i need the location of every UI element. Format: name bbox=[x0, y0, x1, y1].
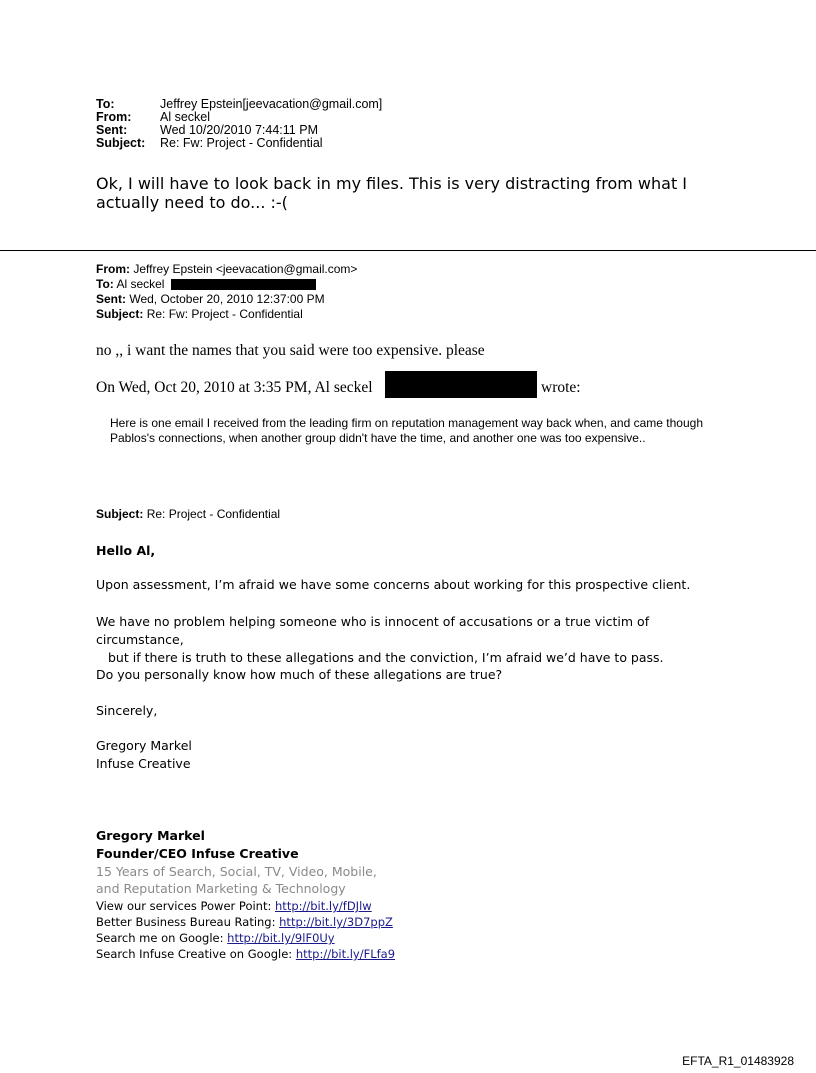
greeting: Hello Al, bbox=[96, 543, 156, 558]
signature-tagline-1: 15 Years of Search, Social, TV, Video, Mobile, bbox=[96, 864, 377, 879]
paragraph-3: Do you personally know how much of these allegations are true? bbox=[96, 667, 503, 682]
google-company-link[interactable]: http://bit.ly/FLfa9 bbox=[295, 947, 396, 961]
sender-company: Infuse Creative bbox=[96, 756, 191, 771]
signature-title: Founder/CEO Infuse Creative bbox=[96, 846, 299, 861]
email2-subject: Subject: Re: Fw: Project - Confidential bbox=[96, 307, 303, 321]
email2-to: To: Al seckel bbox=[96, 277, 165, 291]
top-message-body: Ok, I will have to look back in my files. This is very distracting from what I actually need to do... :-( bbox=[96, 174, 688, 212]
powerpoint-link[interactable]: http://bit.ly/fDJlw bbox=[275, 899, 372, 913]
email2-sent: Sent: Wed, October 20, 2010 12:37:00 PM bbox=[96, 292, 325, 306]
quoted-text: Here is one email I received from the leading firm on reputation management way back when, and came though Pablos's connections, when another group didn't have the time, and another one was too expensive.. bbox=[110, 416, 703, 445]
paragraph-2: We have no problem helping someone who is innocent of accusations or a true victim of circumstance, but if there is truth to these allegations and the conviction, I’m afraid we’d have to pass. bbox=[96, 614, 664, 665]
signature-link-row: Search me on Google: http://bit.ly/9lF0Uy bbox=[96, 931, 335, 945]
email2-body: no ,, i want the names that you said were too expensive. please bbox=[96, 342, 485, 359]
signature-link-row: Better Business Bureau Rating: http://bit.ly/3D7ppZ bbox=[96, 915, 393, 929]
redaction-bar bbox=[385, 371, 537, 398]
email2-from: From: Jeffrey Epstein <jeevacation@gmail.com> bbox=[96, 262, 358, 276]
document-id: EFTA_R1_01483928 bbox=[682, 1054, 794, 1068]
sender-name: Gregory Markel bbox=[96, 738, 192, 753]
header-to: To: Jeffrey Epstein[jeevacation@gmail.com] bbox=[96, 97, 383, 111]
email3-subject: Subject: Re: Project - Confidential bbox=[96, 507, 281, 521]
divider-line bbox=[0, 250, 816, 251]
signature-link-row: View our services Power Point: http://bit.ly/fDJlw bbox=[96, 899, 372, 913]
signature-name: Gregory Markel bbox=[96, 828, 205, 843]
quote-intro: On Wed, Oct 20, 2010 at 3:35 PM, Al seckel bbox=[96, 379, 373, 396]
google-me-link[interactable]: http://bit.ly/9lF0Uy bbox=[227, 931, 335, 945]
quote-wrote: wrote: bbox=[541, 379, 581, 396]
header-subject: Subject: Re: Fw: Project - Confidential bbox=[96, 136, 323, 150]
closing: Sincerely, bbox=[96, 703, 158, 718]
paragraph-1: Upon assessment, I’m afraid we have some concerns about working for this prospective client. bbox=[96, 577, 691, 592]
redaction-bar bbox=[171, 279, 316, 290]
bbb-link[interactable]: http://bit.ly/3D7ppZ bbox=[279, 915, 393, 929]
header-sent: Sent: Wed 10/20/2010 7:44:11 PM bbox=[96, 123, 318, 137]
signature-link-row: Search Infuse Creative on Google: http://bit.ly/FLfa9 bbox=[96, 947, 396, 961]
signature-tagline-2: and Reputation Marketing & Technology bbox=[96, 881, 346, 896]
header-from: From: Al seckel bbox=[96, 110, 211, 124]
